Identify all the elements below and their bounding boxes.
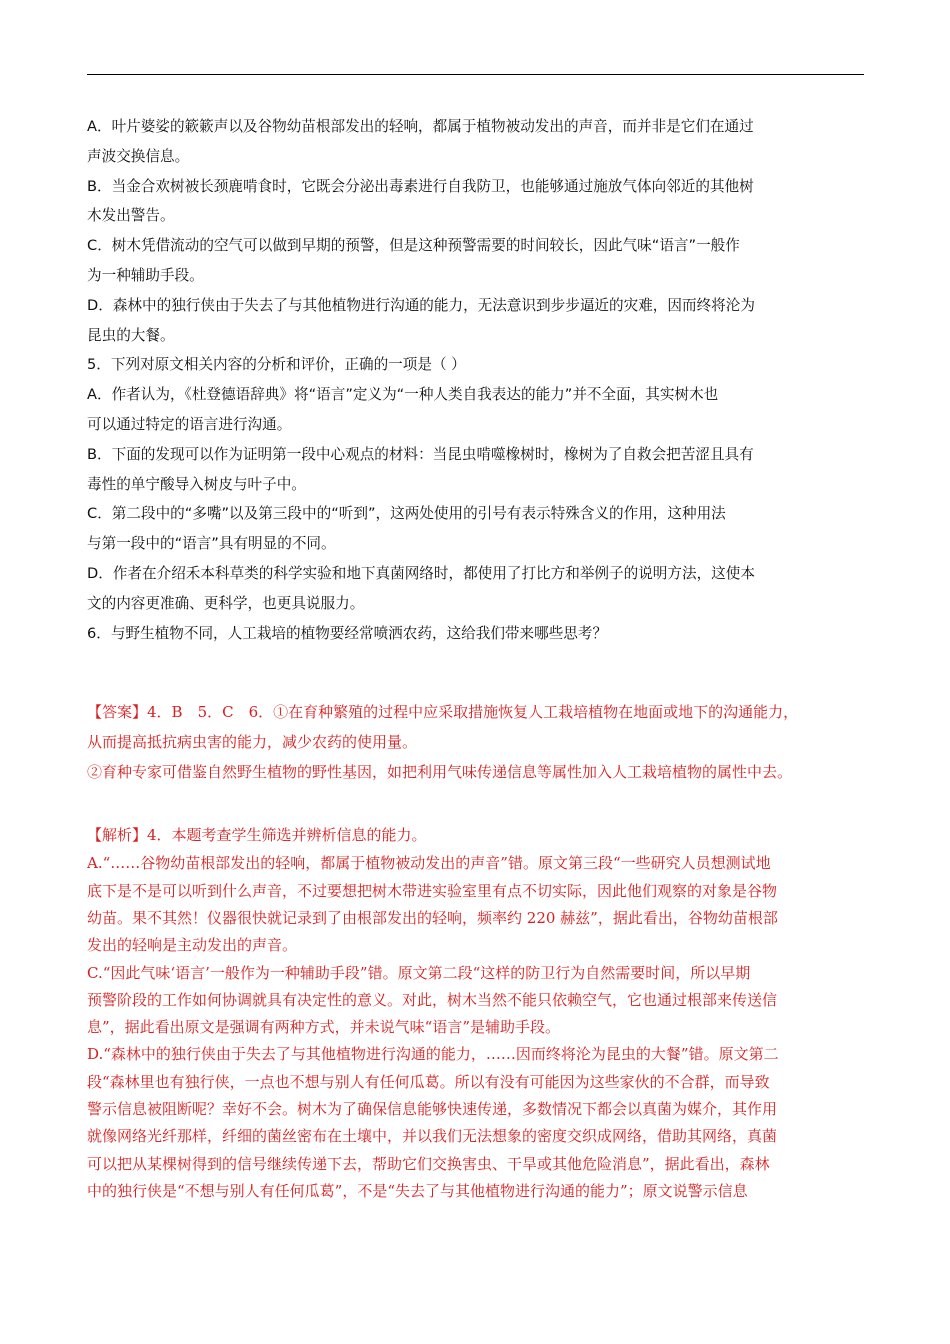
analysis-line: C.“因此气味‘语言’一般作为一种辅助手段”错。原文第二段“这样的防卫行为自然需要时间，所以早期	[87, 963, 751, 982]
question-line: 毒性的单宁酸导入树皮与叶子中。	[87, 475, 306, 493]
question-line: 昆虫的大餐。	[87, 326, 175, 344]
question-line: D．作者在介绍禾本科草类的科学实验和地下真菌网络时，都使用了打比方和举例子的说明方法，这使本	[87, 564, 755, 582]
analysis-line: 警示信息被阻断呢？幸好不会。树木为了确保信息能够快速传递，多数情况下都会以真菌为媒介，其作用	[87, 1100, 778, 1119]
question-line: 声波交换信息。	[87, 147, 190, 165]
question-section	[87, 112, 867, 648]
question-line: 可以通过特定的语言进行沟通。	[87, 415, 292, 433]
analysis-section	[87, 820, 867, 1205]
question-line: 6．与野生植物不同，人工栽培的植物要经常喷洒农药，这给我们带来哪些思考？	[87, 624, 608, 642]
analysis-line: 底下是不是可以听到什么声音，不过要想把树木带进实验室里有点不切实际，因此他们观察的对象是谷物	[87, 881, 778, 900]
question-line: C．树木凭借流动的空气可以做到早期的预警，但是这种预警需要的时间较长，因此气味“语言”一般作	[87, 237, 740, 255]
analysis-line: D.“森林中的独行侠由于失去了与其他植物进行沟通的能力，……因而终将沦为昆虫的大餐”错。原文第二	[87, 1045, 779, 1064]
analysis-line: 段“森林里也有独行侠，一点也不想与别人有任何瓜葛。所以有没有可能因为这些家伙的不合群，而导致	[87, 1072, 770, 1091]
question-line: 木发出警告。	[87, 207, 175, 225]
question-line: 与第一段中的“语言”具有明显的不同。	[87, 535, 336, 553]
analysis-line: 预警阶段的工作如何协调就具有决定性的意义。对此，树木当然不能只依赖空气，它也通过根部来传送信	[87, 990, 778, 1009]
analysis-line: 中的独行侠是“不想与别人有任何瓜葛”，不是“失去了与其他植物进行沟通的能力”；原文说警示信息	[87, 1181, 748, 1200]
answer-line: 【答案】4．B 5．C 6．①在育种繁殖的过程中应采取措施恢复人工栽培植物在地面或地下的沟通能力，	[87, 703, 799, 722]
question-line: A．叶片婆娑的簌簌声以及谷物幼苗根部发出的轻响，都属于植物被动发出的声音，而并非是它们在通过	[87, 118, 754, 135]
question-line: 5．下列对原文相关内容的分析和评价，正确的一项是（ ）	[87, 356, 466, 374]
question-line: C．第二段中的“多嘴”以及第三段中的“听到”，这两处使用的引号有表示特殊含义的作用，这种用法	[87, 505, 726, 523]
answer-line: ②育种专家可借鉴自然野生植物的野性基因，如把利用气味传递信息等属性加入人工栽培植物的属性中去。	[87, 763, 793, 782]
document-content	[87, 112, 867, 1205]
question-line: A．作者认为，《杜登德语辞典》将“语言”定义为“一种人类自我表达的能力”并不全面，其实树木也	[87, 386, 719, 404]
answer-line: 从而提高抵抗病虫害的能力，减少农药的使用量。	[87, 733, 418, 752]
analysis-line: 可以把从某棵树得到的信号继续传递下去，帮助它们交换害虫、干旱或其他危险消息”，据此看出，森林	[87, 1154, 770, 1173]
question-line: D．森林中的独行侠由于失去了与其他植物进行沟通的能力，无法意识到步步逼近的灾难，因而终将沦为	[87, 296, 755, 314]
analysis-line: 幼苗。果不其然！仪器很快就记录到了由根部发出的轻响，频率约 220 赫兹”，据此看出，谷物幼苗根部	[87, 908, 778, 927]
analysis-line: 息”，据此看出原文是强调有两种方式，并未说气味“语言”是辅助手段。	[87, 1018, 561, 1037]
question-line: B．下面的发现可以作为证明第一段中心观点的材料：当昆虫啃噬橡树时，橡树为了自救会把苦涩且具有	[87, 445, 754, 463]
analysis-line: A.“……谷物幼苗根部发出的轻响，都属于植物被动发出的声音”错。原文第三段“一些研究人员想测试地	[87, 854, 771, 873]
question-line: 为一种辅助手段。	[87, 266, 204, 284]
answer-section	[87, 697, 867, 787]
question-line: B．当金合欢树被长颈鹿啃食时，它既会分泌出毒素进行自我防卫，也能够通过施放气体向邻近的其他树	[87, 177, 754, 195]
analysis-line: 【解析】4．本题考查学生筛选并辨析信息的能力。	[87, 826, 427, 845]
question-line: 文的内容更准确、更科学，也更具说服力。	[87, 594, 365, 612]
analysis-line: 就像网络光纤那样，纤细的菌丝密布在土壤中，并以我们无法想象的密度交织成网络，借助其网络，真菌	[87, 1127, 778, 1146]
header-rule	[87, 74, 864, 75]
analysis-line: 发出的轻响是主动发出的声音。	[87, 936, 298, 955]
